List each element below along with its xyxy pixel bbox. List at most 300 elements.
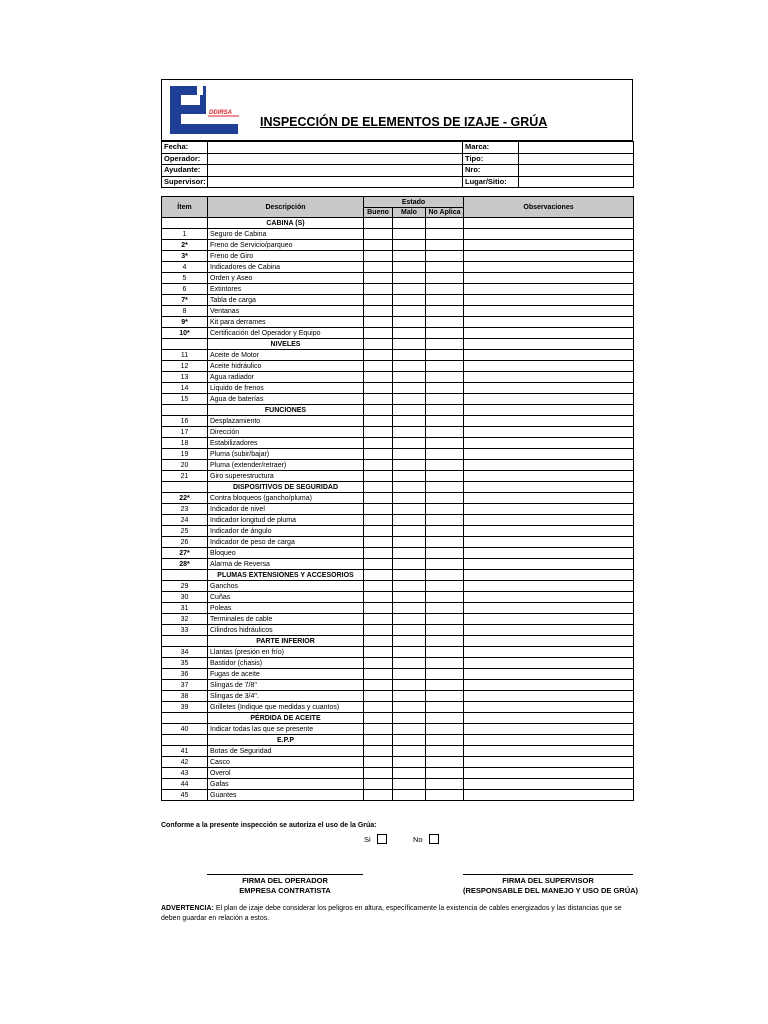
no-aplica-cell[interactable]: [426, 394, 464, 405]
malo-cell[interactable]: [393, 581, 426, 592]
bueno-cell[interactable]: [364, 482, 393, 493]
observaciones-cell[interactable]: [464, 328, 634, 339]
malo-cell[interactable]: [393, 757, 426, 768]
logo-text: DDIRSA: [209, 110, 233, 116]
no-aplica-cell[interactable]: [426, 768, 464, 779]
bueno-cell[interactable]: [364, 273, 393, 284]
bueno-cell[interactable]: [364, 405, 393, 416]
bueno-cell[interactable]: [364, 427, 393, 438]
item-description: Grilletes (Indique que medidas y cuantos): [208, 702, 364, 713]
item-description: Slingas de 7/8": [208, 680, 364, 691]
bueno-cell[interactable]: [364, 339, 393, 350]
bueno-cell[interactable]: [364, 350, 393, 361]
malo-cell[interactable]: [393, 768, 426, 779]
header-estado: Estado: [364, 197, 464, 208]
table-row: [162, 614, 634, 625]
no-aplica-cell[interactable]: [426, 757, 464, 768]
no-aplica-cell[interactable]: [426, 218, 464, 229]
no-aplica-cell[interactable]: [426, 427, 464, 438]
no-aplica-cell[interactable]: [426, 515, 464, 526]
malo-cell[interactable]: [393, 526, 426, 537]
bueno-cell[interactable]: [364, 372, 393, 383]
observaciones-cell[interactable]: [464, 592, 634, 603]
observaciones-cell[interactable]: [464, 416, 634, 427]
info-field[interactable]: [208, 165, 463, 177]
no-aplica-cell[interactable]: [426, 735, 464, 746]
malo-cell[interactable]: [393, 790, 426, 801]
bueno-cell[interactable]: [364, 328, 393, 339]
item-number: 4: [162, 262, 208, 273]
bueno-cell[interactable]: [364, 790, 393, 801]
bueno-cell[interactable]: [364, 449, 393, 460]
no-aplica-cell[interactable]: [426, 438, 464, 449]
observaciones-cell[interactable]: [464, 625, 634, 636]
table-row: [162, 361, 634, 372]
malo-cell[interactable]: [393, 779, 426, 790]
table-row: [162, 493, 634, 504]
no-aplica-cell[interactable]: [426, 493, 464, 504]
observaciones-cell[interactable]: [464, 471, 634, 482]
no-aplica-cell[interactable]: [426, 724, 464, 735]
observaciones-cell[interactable]: [464, 251, 634, 262]
bueno-cell[interactable]: [364, 669, 393, 680]
info-field[interactable]: [208, 142, 463, 154]
supervisor-signature-role: (RESPONSABLE DEL MANEJO Y USO DE GRÚA): [463, 886, 639, 895]
observaciones-cell[interactable]: [464, 339, 634, 350]
observaciones-cell[interactable]: [464, 768, 634, 779]
observaciones-cell[interactable]: [464, 449, 634, 460]
bueno-cell[interactable]: [364, 658, 393, 669]
no-aplica-cell[interactable]: [426, 317, 464, 328]
no-aplica-cell[interactable]: [426, 361, 464, 372]
malo-cell[interactable]: [393, 427, 426, 438]
item-description: Ganchos: [208, 581, 364, 592]
malo-cell[interactable]: [393, 306, 426, 317]
table-row: [162, 790, 634, 801]
info-label: Ayudante:: [162, 165, 208, 177]
item-description: Alarma de Reversa: [208, 559, 364, 570]
malo-cell[interactable]: [393, 625, 426, 636]
observaciones-cell[interactable]: [464, 779, 634, 790]
bueno-cell[interactable]: [364, 559, 393, 570]
table-row: [162, 669, 634, 680]
observaciones-cell[interactable]: [464, 350, 634, 361]
malo-cell[interactable]: [393, 339, 426, 350]
item-description: Kit para derrames: [208, 317, 364, 328]
item-description: Tabla de carga: [208, 295, 364, 306]
observaciones-cell[interactable]: [464, 306, 634, 317]
observaciones-cell[interactable]: [464, 669, 634, 680]
info-field[interactable]: [519, 153, 634, 165]
bueno-cell[interactable]: [364, 592, 393, 603]
item-description: Freno de Servicio/parqueo: [208, 240, 364, 251]
item-description: Indicador de nivel: [208, 504, 364, 515]
bueno-cell[interactable]: [364, 504, 393, 515]
malo-cell[interactable]: [393, 251, 426, 262]
no-aplica-cell[interactable]: [426, 405, 464, 416]
item-number: 28*: [162, 559, 208, 570]
item-description: Dirección: [208, 427, 364, 438]
malo-cell[interactable]: [393, 295, 426, 306]
no-aplica-cell[interactable]: [426, 647, 464, 658]
observaciones-cell[interactable]: [464, 229, 634, 240]
observaciones-cell[interactable]: [464, 559, 634, 570]
item-description: Guantes: [208, 790, 364, 801]
item-description: Gafas: [208, 779, 364, 790]
malo-cell[interactable]: [393, 416, 426, 427]
info-label: Supervisor:: [162, 176, 208, 188]
observaciones-cell[interactable]: [464, 636, 634, 647]
malo-cell[interactable]: [393, 548, 426, 559]
observaciones-cell[interactable]: [464, 317, 634, 328]
malo-cell[interactable]: [393, 405, 426, 416]
malo-cell[interactable]: [393, 603, 426, 614]
no-aplica-cell[interactable]: [426, 482, 464, 493]
bueno-cell[interactable]: [364, 570, 393, 581]
table-row: [162, 471, 634, 482]
info-field[interactable]: [519, 176, 634, 188]
malo-cell[interactable]: [393, 537, 426, 548]
observaciones-cell[interactable]: [464, 493, 634, 504]
bueno-cell[interactable]: [364, 394, 393, 405]
bueno-cell[interactable]: [364, 636, 393, 647]
bueno-cell[interactable]: [364, 262, 393, 273]
item-description: Aceite de Motor: [208, 350, 364, 361]
observaciones-cell[interactable]: [464, 218, 634, 229]
item-description: Indicador de peso de carga: [208, 537, 364, 548]
table-row: [162, 658, 634, 669]
no-aplica-cell[interactable]: [426, 339, 464, 350]
bueno-cell[interactable]: [364, 515, 393, 526]
info-field[interactable]: [519, 142, 634, 154]
bueno-cell[interactable]: [364, 284, 393, 295]
table-row: [162, 515, 634, 526]
malo-cell[interactable]: [393, 449, 426, 460]
no-aplica-cell[interactable]: [426, 713, 464, 724]
malo-cell[interactable]: [393, 328, 426, 339]
supervisor-signature-title: FIRMA DEL SUPERVISOR: [502, 876, 594, 885]
no-aplica-cell[interactable]: [426, 284, 464, 295]
bueno-cell[interactable]: [364, 713, 393, 724]
table-row: [162, 779, 634, 790]
malo-cell[interactable]: [393, 460, 426, 471]
no-aplica-cell[interactable]: [426, 229, 464, 240]
malo-cell[interactable]: [393, 493, 426, 504]
item-number: 35: [162, 658, 208, 669]
malo-cell[interactable]: [393, 262, 426, 273]
malo-cell[interactable]: [393, 713, 426, 724]
bueno-cell[interactable]: [364, 240, 393, 251]
table-row: [162, 427, 634, 438]
warning-note: [161, 904, 633, 924]
bueno-cell[interactable]: [364, 757, 393, 768]
malo-cell[interactable]: [393, 691, 426, 702]
item-number: 16: [162, 416, 208, 427]
no-aplica-cell[interactable]: [426, 592, 464, 603]
table-row: [162, 383, 634, 394]
authorization-text: Conforme a la presente inspección se autoriza el uso de la Grúa:: [161, 822, 377, 829]
table-row: [162, 306, 634, 317]
no-aplica-cell[interactable]: [426, 350, 464, 361]
no-aplica-cell[interactable]: [426, 614, 464, 625]
bueno-cell[interactable]: [364, 702, 393, 713]
info-label: Marca:: [463, 142, 519, 154]
item-description: Pluma (subir/bajar): [208, 449, 364, 460]
malo-cell[interactable]: [393, 438, 426, 449]
observaciones-cell[interactable]: [464, 273, 634, 284]
bueno-cell[interactable]: [364, 383, 393, 394]
bueno-cell[interactable]: [364, 306, 393, 317]
table-row: [162, 328, 634, 339]
no-aplica-cell[interactable]: [426, 295, 464, 306]
observaciones-cell[interactable]: [464, 548, 634, 559]
observaciones-cell[interactable]: [464, 702, 634, 713]
malo-cell[interactable]: [393, 504, 426, 515]
info-field[interactable]: [208, 176, 463, 188]
malo-cell[interactable]: [393, 746, 426, 757]
observaciones-cell[interactable]: [464, 746, 634, 757]
bueno-cell[interactable]: [364, 724, 393, 735]
bueno-cell[interactable]: [364, 438, 393, 449]
malo-cell[interactable]: [393, 273, 426, 284]
observaciones-cell[interactable]: [464, 603, 634, 614]
info-label: Tipo:: [463, 153, 519, 165]
malo-cell[interactable]: [393, 482, 426, 493]
malo-cell[interactable]: [393, 680, 426, 691]
malo-cell[interactable]: [393, 559, 426, 570]
item-number: 34: [162, 647, 208, 658]
no-aplica-cell[interactable]: [426, 570, 464, 581]
observaciones-cell[interactable]: [464, 680, 634, 691]
info-label: Lugar/Sitio:: [463, 176, 519, 188]
item-number: 26: [162, 537, 208, 548]
no-aplica-cell[interactable]: [426, 625, 464, 636]
bueno-cell[interactable]: [364, 735, 393, 746]
malo-cell[interactable]: [393, 636, 426, 647]
no-aplica-cell[interactable]: [426, 328, 464, 339]
malo-cell[interactable]: [393, 240, 426, 251]
bueno-cell[interactable]: [364, 295, 393, 306]
bueno-cell[interactable]: [364, 493, 393, 504]
observaciones-cell[interactable]: [464, 427, 634, 438]
observaciones-cell[interactable]: [464, 240, 634, 251]
no-aplica-cell[interactable]: [426, 779, 464, 790]
observaciones-cell[interactable]: [464, 790, 634, 801]
observaciones-cell[interactable]: [464, 735, 634, 746]
bueno-cell[interactable]: [364, 218, 393, 229]
no-aplica-cell[interactable]: [426, 372, 464, 383]
no-aplica-cell[interactable]: [426, 449, 464, 460]
observaciones-cell[interactable]: [464, 504, 634, 515]
bueno-cell[interactable]: [364, 471, 393, 482]
item-number: 2*: [162, 240, 208, 251]
no-aplica-cell[interactable]: [426, 383, 464, 394]
table-row: [162, 394, 634, 405]
malo-cell[interactable]: [393, 218, 426, 229]
malo-cell[interactable]: [393, 647, 426, 658]
observaciones-cell[interactable]: [464, 394, 634, 405]
observaciones-cell[interactable]: [464, 724, 634, 735]
item-number: 9*: [162, 317, 208, 328]
item-description: Ventanas: [208, 306, 364, 317]
malo-cell[interactable]: [393, 361, 426, 372]
operator-signature: [207, 874, 363, 896]
item-number: 1: [162, 229, 208, 240]
bueno-cell[interactable]: [364, 317, 393, 328]
malo-cell[interactable]: [393, 702, 426, 713]
no-aplica-cell[interactable]: [426, 416, 464, 427]
header-no-aplica: No Aplica: [426, 208, 464, 218]
malo-cell[interactable]: [393, 471, 426, 482]
observaciones-cell[interactable]: [464, 570, 634, 581]
table-row: [162, 537, 634, 548]
malo-cell[interactable]: [393, 724, 426, 735]
no-aplica-cell[interactable]: [426, 273, 464, 284]
no-aplica-cell[interactable]: [426, 240, 464, 251]
bueno-cell[interactable]: [364, 768, 393, 779]
bueno-cell[interactable]: [364, 526, 393, 537]
item-number: 30: [162, 592, 208, 603]
bueno-cell[interactable]: [364, 548, 393, 559]
no-aplica-cell[interactable]: [426, 537, 464, 548]
malo-cell[interactable]: [393, 735, 426, 746]
item-description: Contra bloqueos (gancho/pluma): [208, 493, 364, 504]
item-number: 24: [162, 515, 208, 526]
malo-cell[interactable]: [393, 284, 426, 295]
item-description: Bloqueo: [208, 548, 364, 559]
bueno-cell[interactable]: [364, 625, 393, 636]
no-checkbox[interactable]: [429, 834, 439, 844]
no-aplica-cell[interactable]: [426, 680, 464, 691]
bueno-cell[interactable]: [364, 647, 393, 658]
observaciones-cell[interactable]: [464, 614, 634, 625]
bueno-cell[interactable]: [364, 361, 393, 372]
malo-cell[interactable]: [393, 570, 426, 581]
bueno-cell[interactable]: [364, 537, 393, 548]
bueno-cell[interactable]: [364, 581, 393, 592]
no-aplica-cell[interactable]: [426, 636, 464, 647]
malo-cell[interactable]: [393, 592, 426, 603]
observaciones-cell[interactable]: [464, 262, 634, 273]
observaciones-cell[interactable]: [464, 460, 634, 471]
item-number: 29: [162, 581, 208, 592]
observaciones-cell[interactable]: [464, 372, 634, 383]
no-aplica-cell[interactable]: [426, 581, 464, 592]
section-row: [162, 570, 634, 581]
bueno-cell[interactable]: [364, 779, 393, 790]
section-row: [162, 218, 634, 229]
observaciones-cell[interactable]: [464, 284, 634, 295]
observaciones-cell[interactable]: [464, 691, 634, 702]
si-checkbox[interactable]: [377, 834, 387, 844]
observaciones-cell[interactable]: [464, 361, 634, 372]
malo-cell[interactable]: [393, 317, 426, 328]
no-aplica-cell[interactable]: [426, 262, 464, 273]
table-row: [162, 724, 634, 735]
table-row: [162, 592, 634, 603]
item-number: 41: [162, 746, 208, 757]
info-field[interactable]: [519, 165, 634, 177]
no-aplica-cell[interactable]: [426, 306, 464, 317]
bueno-cell[interactable]: [364, 229, 393, 240]
item-description: Cilindros hidráulicos: [208, 625, 364, 636]
no-aplica-cell[interactable]: [426, 559, 464, 570]
no-aplica-cell[interactable]: [426, 460, 464, 471]
info-label: Nro:: [463, 165, 519, 177]
malo-cell[interactable]: [393, 350, 426, 361]
no-aplica-cell[interactable]: [426, 251, 464, 262]
no-aplica-cell[interactable]: [426, 603, 464, 614]
observaciones-cell[interactable]: [464, 383, 634, 394]
bueno-cell[interactable]: [364, 614, 393, 625]
no-aplica-cell[interactable]: [426, 669, 464, 680]
item-number: 19: [162, 449, 208, 460]
no-aplica-cell[interactable]: [426, 526, 464, 537]
malo-cell[interactable]: [393, 658, 426, 669]
bueno-cell[interactable]: [364, 746, 393, 757]
malo-cell[interactable]: [393, 229, 426, 240]
bueno-cell[interactable]: [364, 416, 393, 427]
bueno-cell[interactable]: [364, 691, 393, 702]
malo-cell[interactable]: [393, 394, 426, 405]
table-row: [162, 284, 634, 295]
table-row: [162, 702, 634, 713]
bueno-cell[interactable]: [364, 460, 393, 471]
observaciones-cell[interactable]: [464, 757, 634, 768]
observaciones-cell[interactable]: [464, 526, 634, 537]
no-aplica-cell[interactable]: [426, 790, 464, 801]
observaciones-cell[interactable]: [464, 537, 634, 548]
observaciones-cell[interactable]: [464, 658, 634, 669]
item-description: Seguro de Cabina: [208, 229, 364, 240]
table-row: [162, 317, 634, 328]
no-aplica-cell[interactable]: [426, 504, 464, 515]
no-aplica-cell[interactable]: [426, 548, 464, 559]
observaciones-cell[interactable]: [464, 581, 634, 592]
malo-cell[interactable]: [393, 515, 426, 526]
malo-cell[interactable]: [393, 669, 426, 680]
no-aplica-cell[interactable]: [426, 471, 464, 482]
document-header: [161, 79, 633, 141]
observaciones-cell[interactable]: [464, 647, 634, 658]
bueno-cell[interactable]: [364, 251, 393, 262]
info-field[interactable]: [208, 153, 463, 165]
bueno-cell[interactable]: [364, 680, 393, 691]
observaciones-cell[interactable]: [464, 405, 634, 416]
table-row: [162, 229, 634, 240]
item-number: 39: [162, 702, 208, 713]
no-aplica-cell[interactable]: [426, 658, 464, 669]
observaciones-cell[interactable]: [464, 713, 634, 724]
item-description: Estabilizadores: [208, 438, 364, 449]
no-aplica-cell[interactable]: [426, 691, 464, 702]
item-description: Fugas de aceite: [208, 669, 364, 680]
item-number: 5: [162, 273, 208, 284]
observaciones-cell[interactable]: [464, 482, 634, 493]
item-number: 12: [162, 361, 208, 372]
section-row: [162, 405, 634, 416]
no-aplica-cell[interactable]: [426, 702, 464, 713]
malo-cell[interactable]: [393, 614, 426, 625]
malo-cell[interactable]: [393, 383, 426, 394]
bueno-cell[interactable]: [364, 603, 393, 614]
observaciones-cell[interactable]: [464, 515, 634, 526]
item-number: 43: [162, 768, 208, 779]
no-aplica-cell[interactable]: [426, 746, 464, 757]
malo-cell[interactable]: [393, 372, 426, 383]
observaciones-cell[interactable]: [464, 295, 634, 306]
observaciones-cell[interactable]: [464, 438, 634, 449]
